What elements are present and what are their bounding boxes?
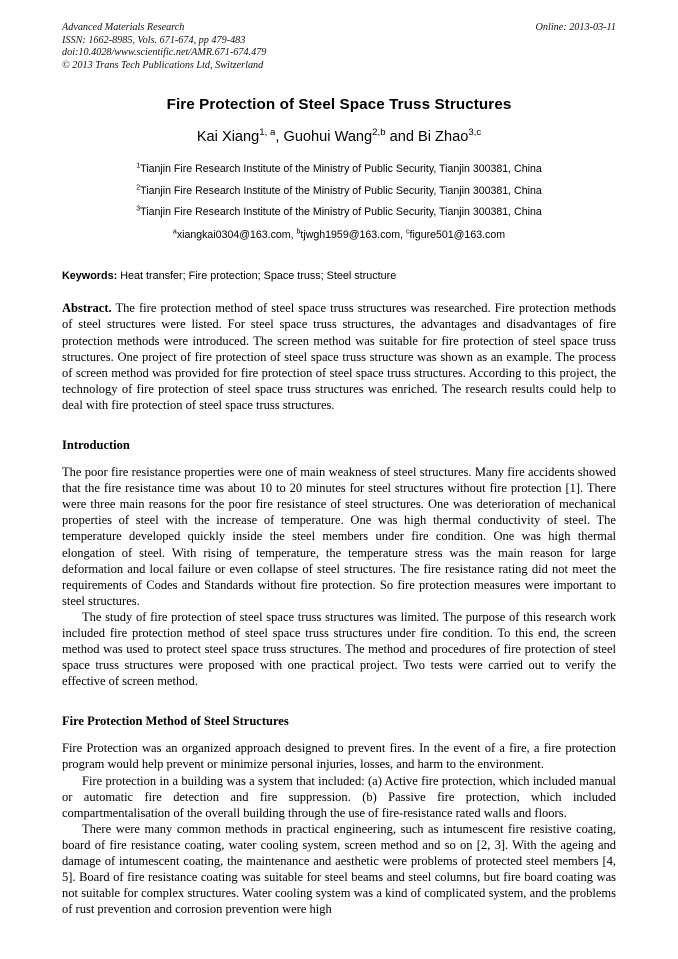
keywords-line bbox=[62, 269, 616, 283]
journal-name: Advanced Materials Research bbox=[62, 22, 185, 33]
author-emails bbox=[62, 225, 616, 247]
author-3-affiliation-marker: 3,c bbox=[468, 127, 482, 139]
fire-protection-paragraph-1: Fire Protection was an organized approach designed to prevent fires. In the event of a fire, a fire protection program would help prevent or minimize personal injuries, losses, and harm to the environment. bbox=[62, 741, 616, 772]
affiliation-1-text: Tianjin Fire Research Institute of the Ministry of Public Security, Tianjin 300381, China bbox=[140, 163, 542, 176]
keywords-label: Keywords: bbox=[62, 270, 118, 283]
affiliation-2-marker: 2 bbox=[136, 184, 141, 192]
author-separator-2: and bbox=[385, 129, 419, 146]
email-1[interactable]: xiangkai0304@163.com bbox=[176, 228, 291, 241]
affiliation-1-marker: 1 bbox=[136, 162, 141, 170]
online-publication-date: Online: 2013-03-11 bbox=[535, 22, 616, 33]
author-2-affiliation-marker: 2,b bbox=[372, 127, 386, 139]
keywords-text: Heat transfer; Fire protection; Space truss; Steel structure bbox=[117, 270, 397, 283]
author-3-name: Bi Zhao bbox=[418, 129, 469, 146]
section-heading-introduction: Introduction bbox=[62, 438, 130, 453]
section-heading-fire-protection-method: Fire Protection Method of Steel Structures bbox=[62, 714, 289, 729]
journal-issn: ISSN: 1662-8985, Vols. 671-674, pp 479-483 bbox=[62, 34, 246, 46]
affiliation-1 bbox=[62, 159, 616, 181]
introduction-paragraph-2: The study of fire protection of steel space truss structures was limited. The purpose of this research work included fire protection method of steel space truss structures under fire condition. To this end, the screen method was used to protect steel space truss structures. The method and procedures of fire protection of steel space truss structures were proposed with one practical project. Two tests were carried out to verify the effective of screen method. bbox=[62, 609, 616, 689]
email-separator-1: , bbox=[290, 228, 297, 241]
affiliation-3-text: Tianjin Fire Research Institute of the Ministry of Public Security, Tianjin 300381, China bbox=[140, 206, 542, 219]
affiliation-3 bbox=[62, 202, 616, 224]
email-separator-2: , bbox=[400, 228, 406, 241]
abstract-label: Abstract. bbox=[62, 301, 112, 316]
author-list bbox=[62, 128, 616, 146]
introduction-paragraph-1: The poor fire resistance properties were one of main weakness of steel structures. Many fire accidents showed that the fire resistance time was about 10 to 20 minutes for steel structures without fire protection [1]. There were three main reasons for the poor fire resistance of steel structures. One was deterioration of mechanical properties of steel with the increase of temperature. One was high thermal conductivity of steel. The temperature developed quickly inside the steel members under fire condition. One was high thermal elongation of steel. With rising of temperature, the temperature stress was the main reason for large deformation and local failure or even collapse of steel structures. The fire resistance rating did not meet the requirements of Codes and Standards without fire protection. So fire protection measures were important to steel structures. bbox=[62, 465, 616, 608]
page-content bbox=[62, 22, 616, 917]
affiliation-3-marker: 3 bbox=[136, 205, 141, 213]
affiliation-2-text: Tianjin Fire Research Institute of the Ministry of Public Security, Tianjin 300381, China bbox=[140, 184, 542, 197]
email-2[interactable]: tjwgh1959@163.com bbox=[300, 228, 401, 241]
journal-header bbox=[62, 22, 616, 72]
affiliation-list bbox=[62, 159, 616, 224]
abstract-paragraph bbox=[62, 300, 616, 413]
author-2-name: Guohui Wang bbox=[283, 129, 373, 146]
author-separator-1: , bbox=[275, 129, 284, 146]
email-2-marker: b bbox=[296, 228, 301, 236]
fire-protection-paragraph-3: There were many common methods in practical engineering, such as intumescent fire resistive coating, board of fire resistance coating, water cooling system, screen method and so on [2, 3]. With the ageing and damage of intumescent coating, the maintenance and aesthetic were problems of protected steel members [4, 5]. Board of fire resistance coating was suitable for steel beams and steel columns, but fire board coating was not suitable for complex structures. Water cooling system was a kind of complicated system, and the problems of rust prevention and corrosion prevention were high bbox=[62, 821, 616, 917]
email-1-marker: a bbox=[172, 228, 177, 236]
journal-copyright: © 2013 Trans Tech Publications Ltd, Switzerland bbox=[62, 59, 264, 71]
fire-protection-paragraph-2: Fire protection in a building was a system that included: (a) Active fire protection, which included manual or automatic fire detection and fire suppression. (b) Passive fire protection, which included compartmentalisation of the overall building through the use of fire-resistance rated walls and floors. bbox=[62, 773, 616, 820]
journal-doi: doi:10.4028/www.scientific.net/AMR.671-674.479 bbox=[62, 47, 267, 59]
page-title: Fire Protection of Steel Space Truss Structures bbox=[166, 96, 512, 114]
abstract-text: The fire protection method of steel space truss structures was researched. Fire protection methods of steel structures were listed. For steel space truss structures, the advantages and disadvantages of fire protection methods were introduced. The screen method was suitable for fire protection of steel space truss structures. One project of fire protection of steel space truss structure was shown as an example. The process of screen method was provided for fire protection of steel space truss structures. According to this project, the technology of fire protection of steel space truss structures was enriched. The research results could help to deal with fire protection of steel space truss structures. bbox=[62, 301, 616, 412]
author-1-name: Kai Xiang bbox=[196, 129, 260, 146]
affiliation-2 bbox=[62, 181, 616, 203]
author-1-affiliation-marker: 1, a bbox=[259, 127, 276, 139]
email-3[interactable]: figure501@163.com bbox=[409, 228, 506, 241]
email-3-marker: c bbox=[406, 228, 410, 236]
